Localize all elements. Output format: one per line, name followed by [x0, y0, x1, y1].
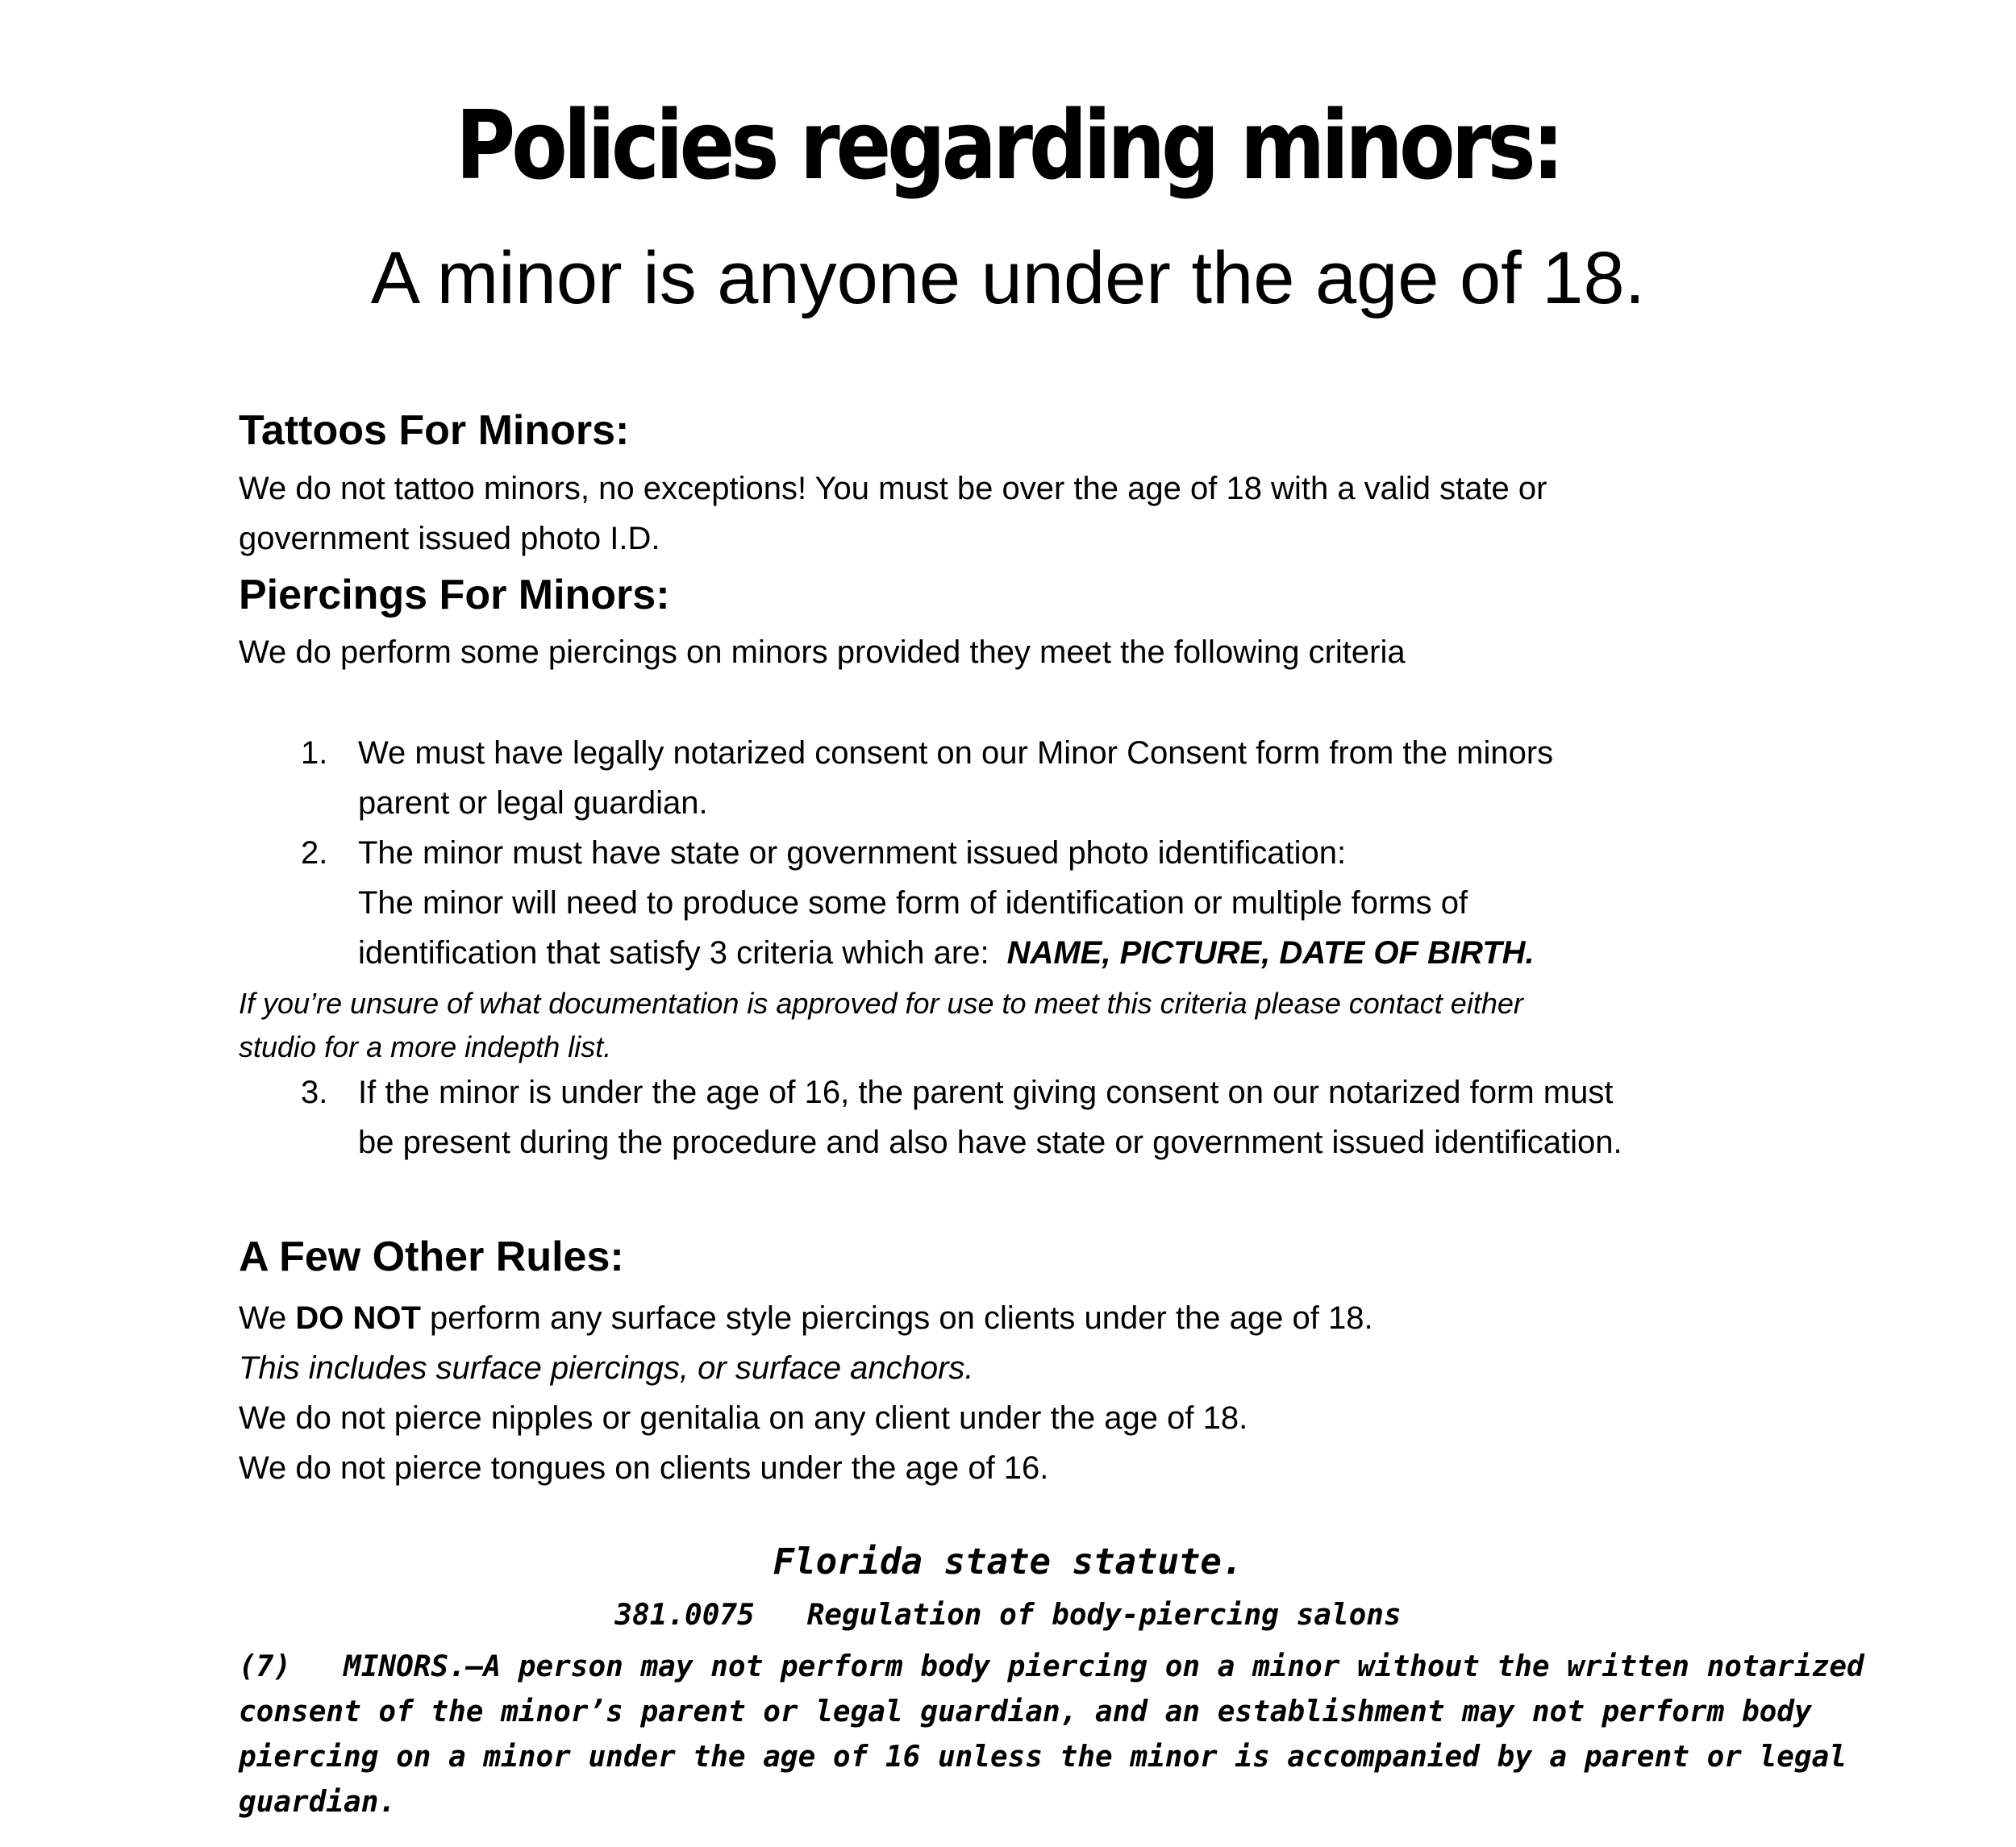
- list-item-3-number: 3.: [301, 1075, 328, 1110]
- list-item-2-line-2: The minor will need to produce some form of identification or multiple forms of: [358, 885, 1468, 921]
- list-item-3-line-1: If the minor is under the age of 16, the parent giving consent on our notarized form must: [358, 1075, 1614, 1110]
- page-title: Policies regarding minors:: [455, 89, 1561, 201]
- tattoos-text-line-1: We do not tattoo minors, no exceptions! You must be over the age of 18 with a valid state or: [239, 471, 1547, 506]
- statute-body-line-1: (7) MINORS.—A person may not perform body piercing on a minor without the written notarized: [239, 1650, 1864, 1683]
- list-item-2-line-3: [358, 928, 1535, 978]
- statute-subtitle: 381.0075 Regulation of body-piercing salons: [614, 1599, 1402, 1632]
- criteria-intro: identification that satisfy 3 criteria which are:: [358, 935, 989, 971]
- statute-body-line-3: piercing on a minor under the age of 16 unless the minor is accompanied by a parent or legal: [239, 1741, 1847, 1774]
- list-item-1-number: 1.: [301, 735, 328, 771]
- piercings-heading: Piercings For Minors:: [239, 572, 670, 618]
- list-item-3-line-2: be present during the procedure and also have state or government issued identification.: [358, 1125, 1622, 1160]
- statute-title: Florida state statute.: [773, 1541, 1243, 1583]
- list-item-2-number: 2.: [301, 835, 328, 871]
- documentation-note-line-2: studio for a more indepth list.: [239, 1030, 612, 1063]
- rule-nipples-genitalia: We do not pierce nipples or genitalia on any client under the age of 18.: [239, 1400, 1248, 1436]
- page-subtitle: A minor is anyone under the age of 18.: [370, 237, 1646, 319]
- rule-tongues: We do not pierce tongues on clients under the age of 16.: [239, 1450, 1049, 1486]
- rule-1-prefix: We: [239, 1300, 296, 1336]
- rule-1-bold: DO NOT: [295, 1300, 421, 1336]
- tattoos-text-line-2: government issued photo I.D.: [239, 521, 660, 556]
- rule-1-suffix: perform any surface style piercings on clients under the age of 18.: [420, 1300, 1373, 1336]
- other-rules-heading: A Few Other Rules:: [239, 1233, 624, 1280]
- list-item-2-line-1: The minor must have state or government issued photo identification:: [358, 835, 1347, 871]
- statute-body-line-2: consent of the minor’s parent or legal guardian, and an establishment may not perform body: [239, 1695, 1812, 1728]
- rule-surface-piercings: [239, 1293, 1373, 1343]
- documentation-note-line-1: If you’re unsure of what documentation is approved for use to meet this criteria please contact either: [239, 987, 1523, 1020]
- rule-surface-note: This includes surface piercings, or surface anchors.: [239, 1350, 974, 1386]
- list-item-1-line-1: We must have legally notarized consent on our Minor Consent form from the minors: [358, 735, 1554, 771]
- tattoos-heading: Tattoos For Minors:: [239, 407, 630, 454]
- criteria-emphasis: NAME, PICTURE, DATE OF BIRTH.: [1006, 935, 1535, 971]
- statute-body-line-4: guardian.: [239, 1786, 397, 1819]
- list-item-1-line-2: parent or legal guardian.: [358, 785, 708, 821]
- piercings-intro: We do perform some piercings on minors provided they meet the following criteria: [239, 634, 1406, 670]
